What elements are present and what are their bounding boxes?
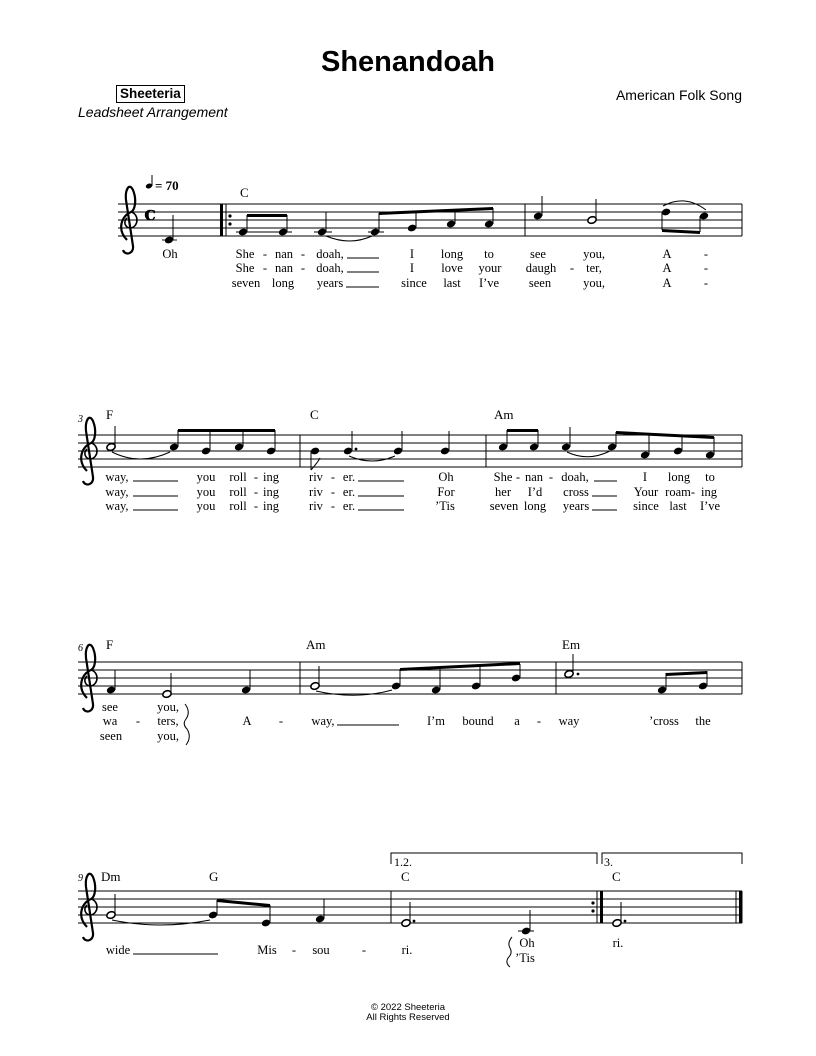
- lyric: nan: [274, 247, 294, 261]
- lyric: you,: [583, 247, 605, 261]
- lyric: -: [300, 261, 306, 275]
- lyric: you,: [583, 276, 605, 290]
- lyric: roll: [229, 485, 247, 499]
- lyric: love: [441, 261, 463, 275]
- lyric: -: [330, 470, 336, 484]
- lyric: way: [558, 714, 580, 728]
- lyric: er.: [342, 470, 356, 484]
- chord-symbol: F: [106, 637, 114, 652]
- lyric: you,: [157, 700, 179, 714]
- lyric: -: [278, 714, 284, 728]
- chord-symbol: Em: [562, 637, 581, 652]
- volta-label: 1.2.: [394, 855, 412, 869]
- measure-number: 6: [78, 643, 83, 654]
- lyric: -: [330, 499, 336, 513]
- lyric: riv: [309, 485, 323, 499]
- lyric: ter,: [586, 261, 602, 275]
- lyric-extenders: [346, 258, 379, 287]
- note: [162, 215, 177, 244]
- lyric: -: [291, 943, 297, 957]
- system-1: [118, 175, 742, 290]
- footer: [0, 1003, 816, 1023]
- measure-1-notes: [236, 204, 525, 241]
- system-4: [78, 853, 743, 967]
- lyric: roll: [229, 470, 247, 484]
- copyright-text: © 2022 Sheeteria: [370, 1002, 446, 1013]
- lyric: -: [330, 485, 336, 499]
- lyric: way,: [105, 470, 129, 484]
- lyric: doah,: [316, 247, 344, 261]
- lyric: er.: [342, 485, 356, 499]
- lyric: For: [437, 485, 455, 499]
- lyric: I’m: [426, 714, 446, 728]
- lyric: -: [361, 943, 367, 957]
- system-3: [78, 637, 742, 745]
- lyric: roam: [665, 485, 691, 499]
- measure-3-notes: [106, 426, 300, 467]
- lyric: -: [253, 470, 259, 484]
- lyric: -: [690, 485, 696, 499]
- lyric: -: [135, 714, 141, 728]
- lyric: A: [662, 247, 672, 261]
- lyric: doah,: [561, 470, 589, 484]
- lyric: -: [262, 261, 268, 275]
- lyric: cross: [563, 485, 589, 499]
- measure-5-notes: [498, 427, 742, 467]
- lyric: ’cross: [649, 714, 679, 728]
- lyric: -: [253, 499, 259, 513]
- lyric: Oh: [438, 470, 454, 484]
- lyric: ri.: [401, 943, 413, 957]
- lyric: ’Tis: [435, 499, 455, 513]
- lyric: to: [705, 470, 715, 484]
- publisher-logo: Sheeteria: [116, 85, 185, 103]
- chord-symbol: G: [209, 869, 219, 884]
- lyric: you,: [157, 729, 179, 743]
- lyric: I: [409, 261, 415, 275]
- lyric: the: [695, 714, 711, 728]
- arrangement-subtitle: Leadsheet Arrangement: [78, 104, 228, 120]
- rights-text: All Rights Reserved: [366, 1012, 450, 1023]
- lyric: last: [669, 499, 687, 513]
- lyric: -: [703, 261, 709, 275]
- volta-brackets: [391, 853, 742, 864]
- lyric: bound: [462, 714, 494, 728]
- lyric: to: [484, 247, 494, 261]
- lyric: see: [530, 247, 546, 261]
- lyric: A: [242, 714, 252, 728]
- lyrics-system-3: [100, 700, 711, 743]
- lyric: She: [235, 247, 255, 261]
- lyric: ing: [263, 499, 279, 513]
- lyric: ters,: [157, 714, 179, 728]
- chord-symbol: C: [310, 407, 319, 422]
- lyric: -: [569, 261, 575, 275]
- lyric: I’ve: [478, 276, 500, 290]
- lyric: seven: [489, 499, 519, 513]
- staff-lines: [78, 662, 742, 694]
- lyric: way,: [311, 714, 335, 728]
- lyric: roll: [229, 499, 247, 513]
- lyric: She: [235, 261, 255, 275]
- lyric-extenders: [184, 704, 399, 745]
- composer-credit: American Folk Song: [615, 87, 742, 103]
- tempo-marking: [145, 175, 179, 193]
- lyric: ing: [701, 485, 717, 499]
- lyrics-system-4: [106, 936, 624, 965]
- lyric: years: [316, 276, 344, 290]
- lyric: -: [548, 470, 554, 484]
- lyric: Oh: [519, 936, 535, 950]
- chord-symbol: Am: [306, 637, 326, 652]
- lyric: way,: [105, 485, 129, 499]
- lyric: long: [523, 499, 547, 513]
- tempo-value: = 70: [155, 178, 179, 193]
- measure-7-notes: [310, 662, 556, 695]
- lyric: I’d: [527, 485, 543, 499]
- lyric: long: [667, 470, 691, 484]
- measure-number: 3: [78, 414, 83, 425]
- lyric: you: [196, 499, 216, 513]
- chord-symbol: Dm: [101, 869, 121, 884]
- lyrics-system-1: [162, 247, 708, 290]
- chord-symbol: C: [240, 185, 249, 200]
- lyric: wide: [105, 943, 131, 957]
- lyric: years: [562, 499, 590, 513]
- lyric: riv: [309, 499, 323, 513]
- lyric: ri.: [612, 936, 624, 950]
- lyric: a: [514, 714, 520, 728]
- lyric: Your: [633, 485, 659, 499]
- time-signature: c: [144, 201, 157, 225]
- lyric: long: [440, 247, 464, 261]
- measure-6-notes: [106, 662, 300, 698]
- chord-symbol: C: [401, 869, 410, 884]
- lyric: you: [196, 470, 216, 484]
- lyric: riv: [309, 470, 323, 484]
- lyric: -: [262, 247, 268, 261]
- staff-lines: [118, 204, 742, 236]
- lyric: -: [253, 485, 259, 499]
- system-2: [77, 407, 742, 513]
- lyric: seven: [231, 276, 261, 290]
- lyric: -: [703, 276, 709, 290]
- lyric: seen: [528, 276, 552, 290]
- lyric: er.: [342, 499, 356, 513]
- lyric: her: [495, 485, 511, 499]
- lyric: A: [662, 276, 672, 290]
- measure-2-notes: [533, 196, 742, 236]
- lyric: She: [493, 470, 513, 484]
- lyric: nan: [274, 261, 294, 275]
- measure-8-notes: [564, 654, 742, 694]
- measure-4-notes: [310, 431, 486, 470]
- lyric: since: [633, 499, 659, 513]
- lyric: see: [102, 700, 118, 714]
- lyric: I: [409, 247, 415, 261]
- lyric: sou: [312, 943, 330, 957]
- song-title: Shenandoah: [320, 46, 495, 78]
- lyric: way,: [105, 499, 129, 513]
- volta-label: 3.: [604, 855, 613, 869]
- lyric: ing: [263, 485, 279, 499]
- measure-9-notes: [106, 891, 391, 927]
- lyric: -: [300, 247, 306, 261]
- measure-number: 9: [78, 873, 83, 884]
- lyric: wa: [102, 714, 118, 728]
- lyric: daugh: [525, 261, 557, 275]
- lyric: A: [662, 261, 672, 275]
- lyric: -: [703, 247, 709, 261]
- lyric: long: [271, 276, 295, 290]
- chord-symbol: Am: [494, 407, 514, 422]
- lyric: nan: [524, 470, 544, 484]
- lyrics-system-2: [105, 470, 720, 513]
- lyric: -: [515, 470, 521, 484]
- lyric: seen: [99, 729, 123, 743]
- chord-symbol: F: [106, 407, 114, 422]
- lyric: ing: [263, 470, 279, 484]
- lyric: I’ve: [699, 499, 721, 513]
- lyric: since: [401, 276, 427, 290]
- lyric: -: [536, 714, 542, 728]
- lyric: I: [642, 470, 648, 484]
- chord-symbol: C: [612, 869, 621, 884]
- lyric: your: [478, 261, 502, 275]
- lyric: Mis: [257, 943, 277, 957]
- lyric: Oh: [162, 247, 178, 261]
- lyric: last: [443, 276, 461, 290]
- lyric: you: [196, 485, 216, 499]
- lyric: doah,: [316, 261, 344, 275]
- lyric: ’Tis: [515, 951, 535, 965]
